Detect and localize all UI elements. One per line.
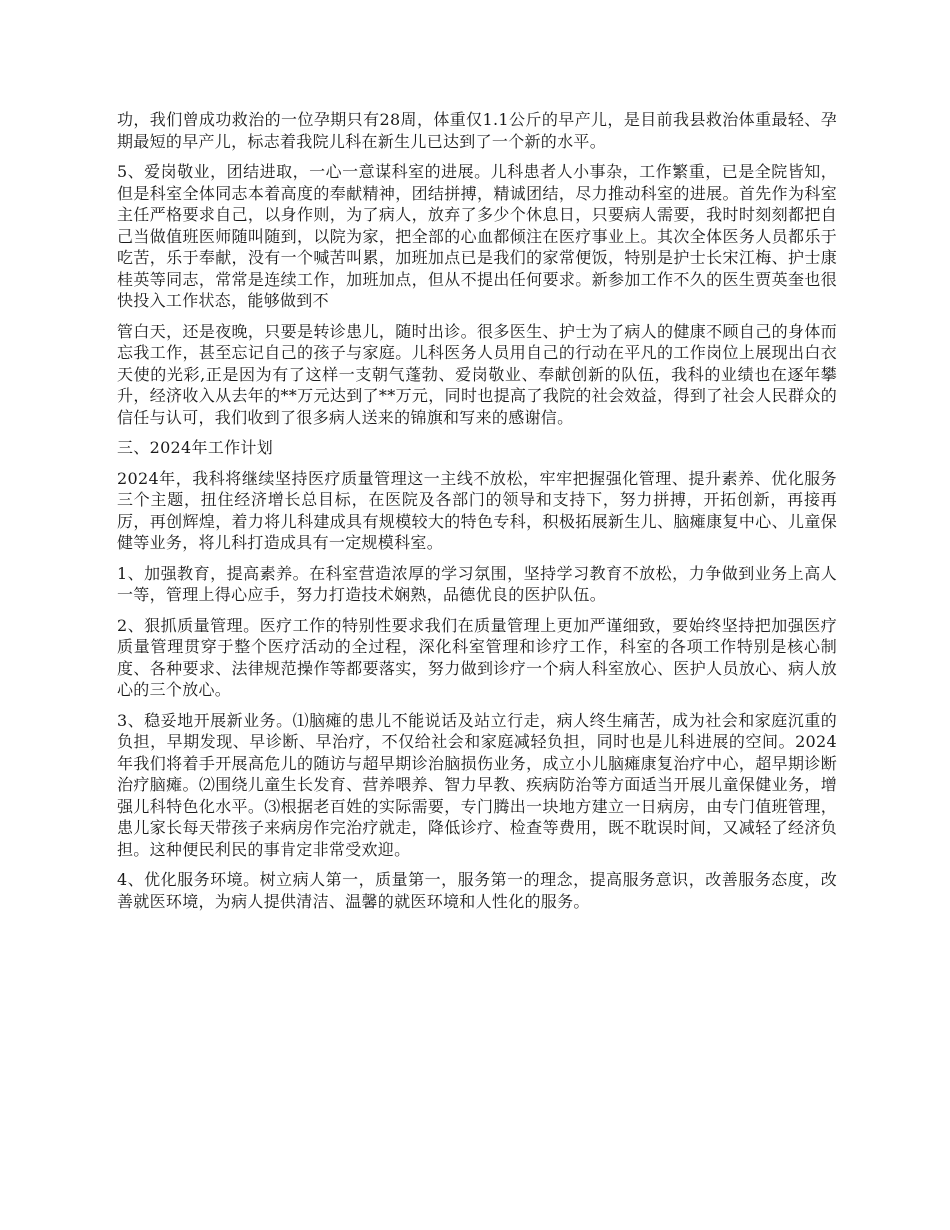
document-page <box>117 109 837 921</box>
paragraph-plan-education: 1、加强教育，提高素养。在科室营造浓厚的学习氛围，坚持学习教育不放松，力争做到业务上高人一等，管理上得心应手，努力打造技术娴熟，品德优良的医护队伍。 <box>117 563 837 604</box>
paragraph-plan-overview: 2024年，我科将继续坚持医疗质量管理这一主线不放松，牢牢把握强化管理、提升素养、优化服务三个主题，扭住经济增长总目标，在医院及各部门的领导和支持下，努力拼搏，开拓创新，再接再厉，再创辉煌，着力将儿科建成具有规模较大的特色专科，积极拓展新生儿、脑瘫康复中心、儿童保健等业务，将儿科打造成具有一定规模科室。 <box>117 468 837 552</box>
paragraph-plan-service: 4、优化服务环境。树立病人第一，质量第一，服务第一的理念，提高服务意识，改善服务态度，改善就医环境，为病人提供清洁、温馨的就医环境和人性化的服务。 <box>117 870 837 911</box>
paragraph-dedication: 5、爱岗敬业，团结进取，一心一意谋科室的进展。儿科患者人小事杂，工作繁重，已是全院皆知，但是科室全体同志本着高度的奉献精神，团结拼搏，精诚团结，尽力推动科室的进展。首先作为科室主任严格要求自己，以身作则，为了病人，放弃了多少个休息日，只要病人需要，我时时刻刻都把自己当做值班医师随叫随到，以院为家，把全部的心血都倾注在医疗事业上。其次全体医务人员都乐于吃苦，乐于奉献，没有一个喊苦叫累，加班加点已是我们的家常便饭，特别是护士长宋江梅、护士康桂英等同志，常常是连续工作，加班加点，但从不提出任何要求。新参加工作不久的医生贾英奎也很快投入工作状态，能够做到不 <box>117 162 837 310</box>
paragraph-plan-new-business: 3、稳妥地开展新业务。⑴脑瘫的患儿不能说话及站立行走，病人终生痛苦，成为社会和家庭沉重的负担，早期发现、早诊断、早治疗，不仅给社会和家庭减轻负担，同时也是儿科进展的空间。2024年我们将着手开展高危儿的随访与超早期诊治脑损伤业务，成立小儿脑瘫康复治疗中心，超早期诊断治疗脑瘫。⑵围绕儿童生长发育、营养喂养、智力早教、疾病防治等方面适当开展儿童保健业务，增强儿科特色化水平。⑶根据老百姓的实际需要，专门腾出一块地方建立一日病房，由专门值班管理，患儿家长每天带孩子来病房作完治疗就走，降低诊疗、检查等费用，既不耽误时间，又减轻了经济负担。这种便民利民的事肯定非常受欢迎。 <box>117 710 837 859</box>
paragraph-team: 管白天，还是夜晚，只要是转诊患儿，随时出诊。很多医生、护士为了病人的健康不顾自己的身体而忘我工作，甚至忘记自己的孩子与家庭。儿科医务人员用自己的行动在平凡的工作岗位上展现出白衣天使的光彩,正是因为有了这样一支朝气蓬勃、爱岗敬业、奉献创新的队伍，我科的业绩也在逐年攀升，经济收入从去年的**万元达到了**万元，同时也提高了我院的社会效益，得到了社会人民群众的信任与认可，我们收到了很多病人送来的锦旗和写来的感谢信。 <box>117 321 837 427</box>
paragraph-rescue-case: 功，我们曾成功救治的一位孕期只有28周，体重仅1.1公斤的早产儿，是目前我县救治体重最轻、孕期最短的早产儿，标志着我院儿科在新生儿已达到了一个新的水平。 <box>117 110 837 151</box>
paragraph-plan-quality: 2、狠抓质量管理。医疗工作的特别性要求我们在质量管理上更加严谨细致，要始终坚持把加强医疗质量管理贯穿于整个医疗活动的全过程，深化科室管理和诊疗工作，科室的各项工作特别是核心制度、各种要求、法律规范操作等都要落实，努力做到诊疗一个病人科室放心、医护人员放心、病人放心的三个放心。 <box>117 615 837 699</box>
section-heading-work-plan: 三、2024年工作计划 <box>117 438 274 457</box>
